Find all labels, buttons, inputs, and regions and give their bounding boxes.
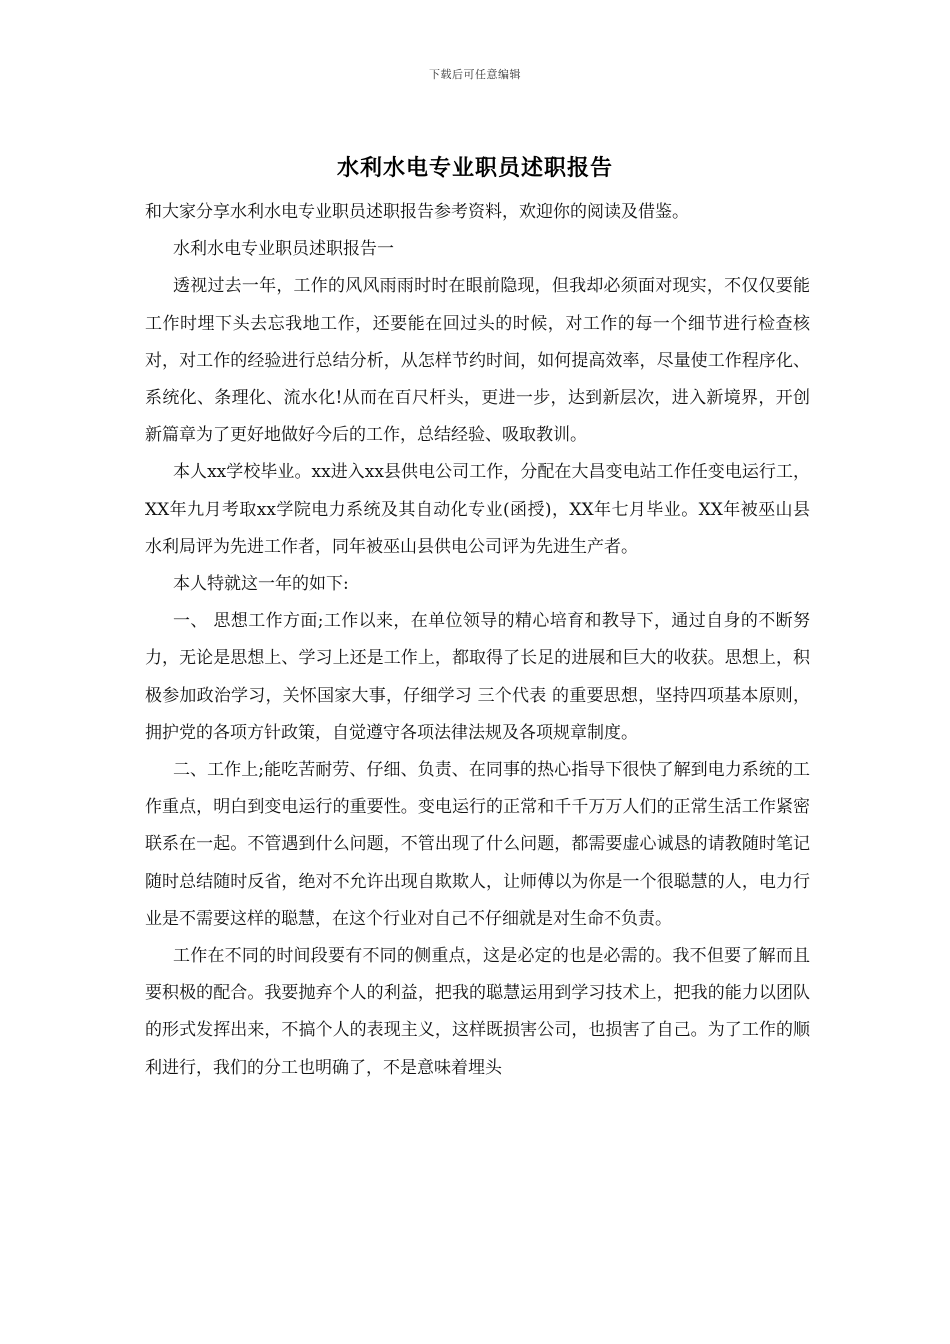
header-note: 下载后可任意编辑 [429,68,521,81]
document-title: 水利水电专业职员述职报告 [336,155,613,181]
intro-paragraph: 和大家分享水利水电专业职员述职报告参考资料，欢迎你的阅读及借鉴。 [145,202,689,222]
body-paragraph: 透视过去一年，工作的风风雨雨时时在眼前隐现，但我却必须面对现实，不仅仅要能工作时埋下头去忘我地工作，还要能在回过头的时候，对工作的每一个细节进行检查核对，对工作的经验进行总结分析，从怎样节约时间，如何提高效率，尽量使工作程序化、系统化、条理化、流水化!从而在百尺杆头，更进一步，达到新层次，进入新境界，开创新篇章为了更好地做好今后的工作，总结经验、吸取教训。 [145,276,810,446]
section-heading: 水利水电专业职员述职报告一 [173,239,394,260]
body-paragraph: 本人特就这一年的如下: [173,574,349,595]
body-paragraph: 工作在不同的时间段要有不同的侧重点，这是必定的也是必需的。我不但要了解而且要积极的配合。我要抛弃个人的利益，把我的聪慧运用到学习技术上，把我的能力以团队的形式发挥出来，不搞个人的表现主义，这样既损害公司，也损害了自己。为了工作的顺利进行，我们的分工也明确了，不是意味着埋头 [145,946,810,1078]
document-body [145,194,810,1087]
body-paragraph: 本人xx学校毕业。xx进入xx县供电公司工作，分配在大昌变电站工作任变电运行工，XX年九月考取xx学院电力系统及其自动化专业(函授)，XX年七月毕业。XX年被巫山县水利局评为先进工作者，同年被巫山县供电公司评为先进生产者。 [145,462,810,557]
body-paragraph: 一、 思想工作方面;工作以来，在单位领导的精心培育和教导下，通过自身的不断努力，无论是思想上、学习上还是工作上，都取得了长足的进展和巨大的收获。思想上，积极参加政治学习，关怀国家大事，仔细学习 三个代表 的重要思想，坚持四项基本原则，拥护党的各项方针政策，自觉遵守各项法律法规及各项规章制度。 [145,611,810,743]
body-paragraph: 二、工作上;能吃苦耐劳、仔细、负责、在同事的热心指导下很快了解到电力系统的工作重点，明白到变电运行的重要性。变电运行的正常和千千万万人们的正常生活工作紧密联系在一起。不管遇到什么问题，不管出现了什么问题，都需要虚心诚恳的请教随时笔记随时总结随时反省，绝对不允许出现自欺欺人，让师傅以为你是一个很聪慧的人，电力行业是不需要这样的聪慧，在这个行业对自己不仔细就是对生命不负责。 [145,760,810,929]
